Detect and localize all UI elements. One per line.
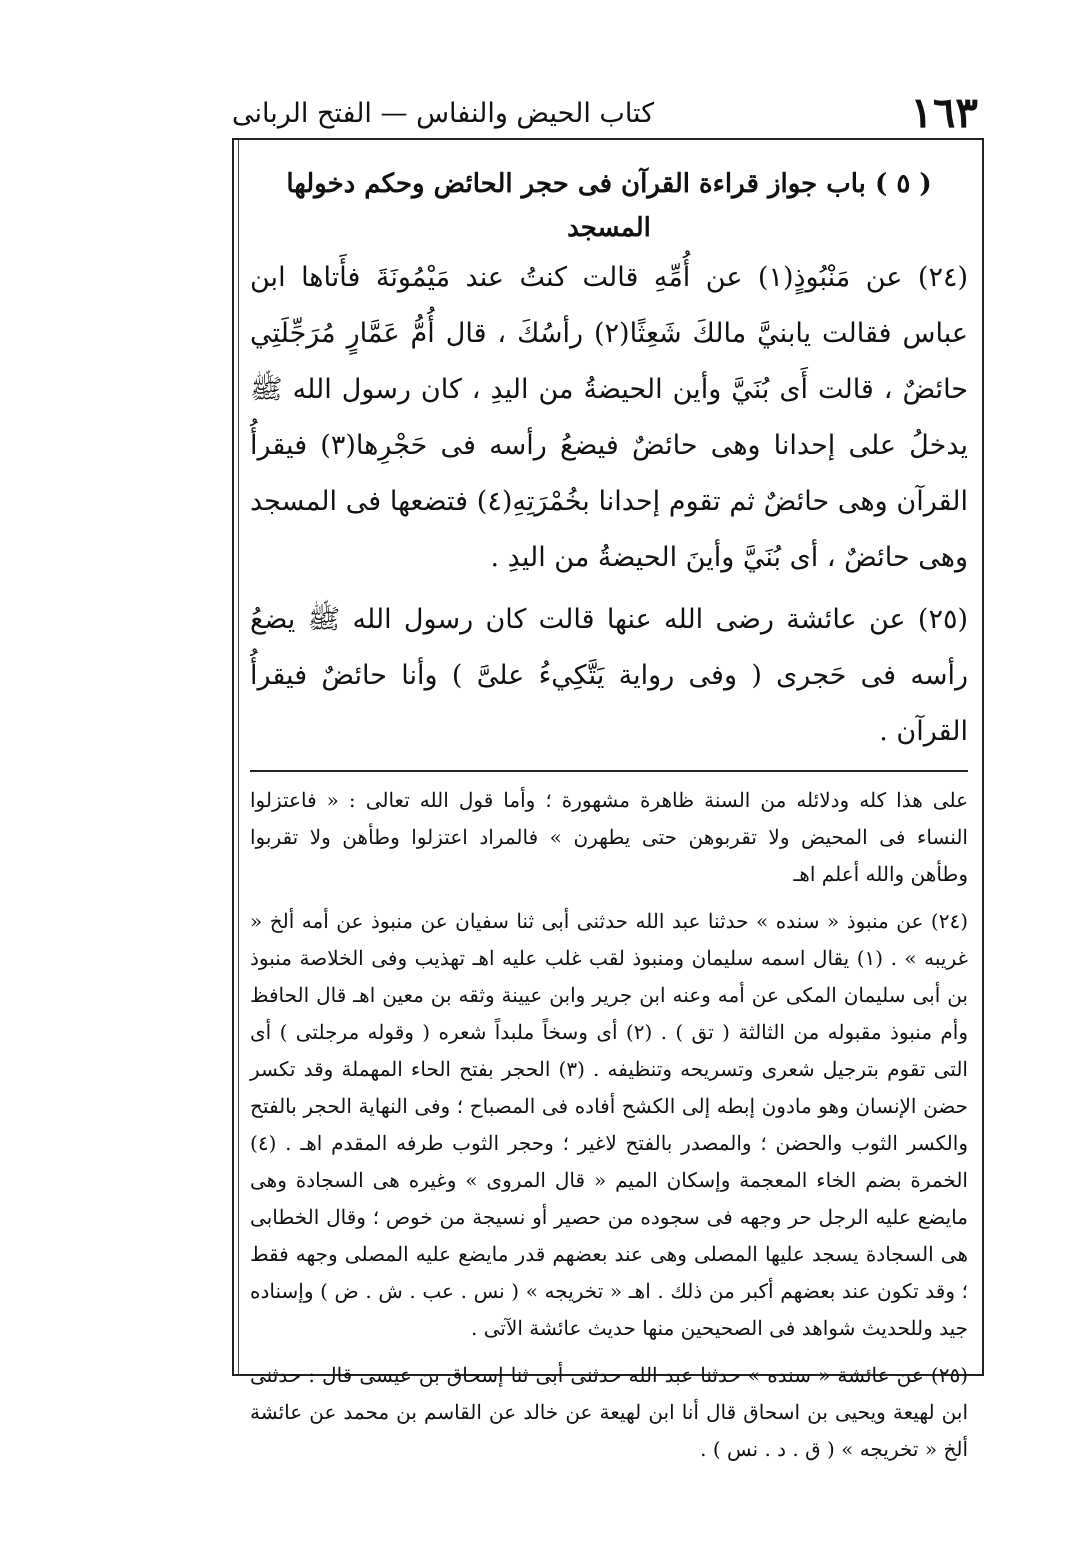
page-frame xyxy=(232,138,984,1461)
hadith-25: (٢٥) عن عائشة رضى الله عنها قالت كان رسول الله ﷺ يضعُ رأسه فى حَجرى ( وفى رواية يَتَّكِيءُ علىَّ ) وأنا حائضٌ فيقرأُ القرآن . xyxy=(250,604,968,747)
footnote-hadith-24: (٢٤) عن منبوذ « سنده » حدثنا عبد الله حدثنى أبى ثنا سفيان عن منبوذ عن أمه ألخ « غريبه » . (١) يقال اسمه سليمان ومنبوذ لقب غلب عليه اهـ تهذيب وفى الخلاصة منبوذ بن أبى سليمان المكى عن أمه وعنه ابن جرير وابن عيينة وثقه بن معين اهـ قال الحافظ وأم منبوذ مقبوله من الثالثة ( تق ) . (٢) أى وسخاً ملبداً شعره ( وقوله مرجلتى ) أى التى تقوم بترجيل شعرى وتسريحه وتنظيفه . (٣) الحجر بفتح الحاء المهملة وقد تكسر حضن الإنسان وهو مادون إبطه إلى الكشح أفاده فى المصباح ؛ وفى النهاية الحجر بالفتح والكسر الثوب والحضن ؛ والمصدر بالفتح لاغير ؛ وحجر الثوب طرفه المقدم اهـ . (٤) الخمرة بضم الخاء المعجمة وإسكان الميم « قال المروى » وغيره هى السجادة وهى مايضع عليه الرجل حر وجهه فى سجوده من حصير أو نسيجة من خوص ؛ وقال الخطابى هى السجادة يسجد عليها المصلى وهى عند بعضهم قدر مايضع عليه المصلى وجهه فقط ؛ وقد تكون عند بعضهم أكبر من ذلك . اهـ « تخريجه » ( نس . عب . ش . ض ) وإسناده جيد وللحديث شواهد فى الصحيحين منها حديث عائشة الآتى . xyxy=(250,909,968,1340)
footnotes-section xyxy=(250,782,968,1468)
page-content xyxy=(250,140,968,1468)
page-header xyxy=(232,88,984,138)
footnote-hadith-25: (٢٥) عن عائشة « سنده » حدثنا عبد الله حدثنى أبى ثنا إسحاق بن عيسى قال : حدثنى ابن لهيعة ويحيى بن اسحاق قال أنا ابن لهيعة عن خالد عن القاسم بن محمد عن عائشة ألخ « تخريجه » ( ق . د . نس ) . xyxy=(250,1363,968,1461)
footnote-continuation: على هذا كله ودلائله من السنة ظاهرة مشهورة ؛ وأما قول الله تعالى : « فاعتزلوا النساء فى المحيض ولا تقربوهن حتى يطهرن » فالمراد اعتزلوا وطأهن ولا تقربوا وطأهن والله أعلم اهـ xyxy=(250,788,968,886)
chapter-title: ( ٥ ) باب جواز قراءة القرآن فى حجر الحائض وحكم دخولها المسجد xyxy=(286,169,932,243)
hadith-24: (٢٤) عن مَنْبُوذٍ(١) عن أُمِّهِ قالت كنتُ عند مَيْمُونَةَ فأَتاها ابن عباس فقالت يابنيَّ مالكَ شَعِثًا(٢) رأسُكَ ، قال أُمُّ عَمَّارٍ مُرَجِّلَتِي حائضٌ ، قالت أَى بُنَيَّ وأين الحيضةُ من اليدِ ، كان رسول الله ﷺ يدخلُ على إحدانا وهى حائضٌ فيضعُ رأسه فى حَجْرِها(٣) فيقرأُ القرآن وهى حائضٌ ثم تقوم إحدانا بخُمْرَتِهِ(٤) فتضعها فى المسجد وهى حائضٌ ، أى بُنَيَّ وأينَ الحيضةُ من اليدِ . xyxy=(250,262,969,573)
page-number: ١٦٣ xyxy=(910,88,978,137)
running-title: كتاب الحيض والنفاس — الفتح الربانى xyxy=(232,98,655,129)
footnote-divider xyxy=(250,770,968,772)
